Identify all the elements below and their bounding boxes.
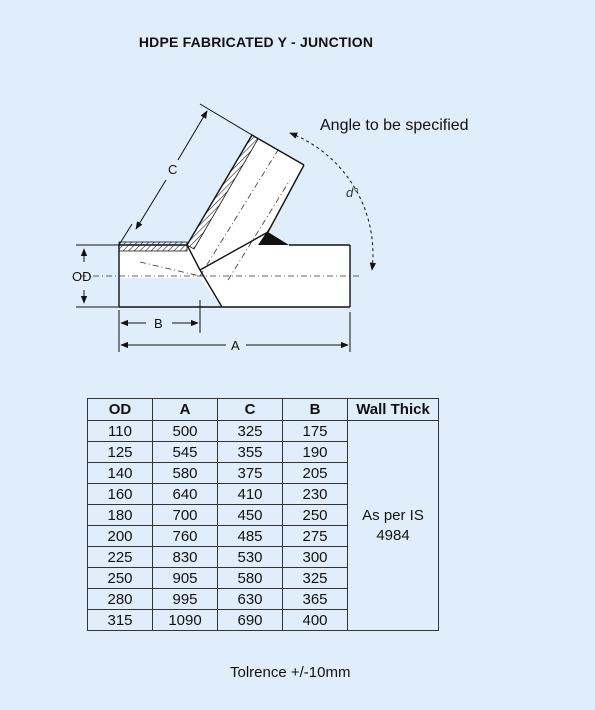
cell-od: 250 [88,568,153,589]
table-row [88,421,439,442]
od-label: OD [72,269,92,284]
cell-c: 325 [218,421,283,442]
tolerance-note: Tolrence +/-10mm [230,664,351,681]
cell-od: 280 [88,589,153,610]
header-od: OD [88,399,153,421]
a-label: A [231,338,240,353]
cell-a: 995 [153,589,218,610]
cell-c: 450 [218,505,283,526]
cell-a: 580 [153,463,218,484]
header-wall-thick: Wall Thick [348,399,439,421]
cell-b: 190 [283,442,348,463]
dimension-table [87,398,439,631]
cell-od: 125 [88,442,153,463]
cell-c: 485 [218,526,283,547]
cell-od: 200 [88,526,153,547]
cell-a: 760 [153,526,218,547]
page-title: HDPE FABRICATED Y - JUNCTION [138,34,374,50]
cell-c: 530 [218,547,283,568]
cell-b: 365 [283,589,348,610]
cell-od: 160 [88,484,153,505]
b-label: B [154,316,163,331]
cell-wall-thick [348,421,439,631]
wall-thick-line1: As per IS [362,506,424,524]
table-header-row [88,399,439,421]
cell-od: 180 [88,505,153,526]
cell-od: 315 [88,610,153,631]
cell-b: 175 [283,421,348,442]
cell-b: 275 [283,526,348,547]
cell-c: 690 [218,610,283,631]
cell-a: 500 [153,421,218,442]
cell-a: 640 [153,484,218,505]
cell-a: 830 [153,547,218,568]
cell-b: 230 [283,484,348,505]
main-pipe [119,135,350,307]
cell-a: 545 [153,442,218,463]
header-c: C [218,399,283,421]
header-a: A [153,399,218,421]
wall-thick-line2: 4984 [376,526,410,544]
cell-od: 110 [88,421,153,442]
cell-c: 410 [218,484,283,505]
header-b: B [283,399,348,421]
cell-c: 630 [218,589,283,610]
weld-hatch-top [119,242,187,251]
cell-a: 1090 [153,610,218,631]
cell-c: 355 [218,442,283,463]
angle-note: Angle to be specified [320,117,469,134]
cell-od: 140 [88,463,153,484]
cell-b: 205 [283,463,348,484]
angle-symbol: d° [346,185,359,200]
cell-b: 325 [283,568,348,589]
cell-b: 400 [283,610,348,631]
cell-c: 375 [218,463,283,484]
cell-a: 700 [153,505,218,526]
cell-a: 905 [153,568,218,589]
cell-b: 250 [283,505,348,526]
cell-od: 225 [88,547,153,568]
c-label: C [168,162,178,177]
cell-c: 580 [218,568,283,589]
cell-b: 300 [283,547,348,568]
